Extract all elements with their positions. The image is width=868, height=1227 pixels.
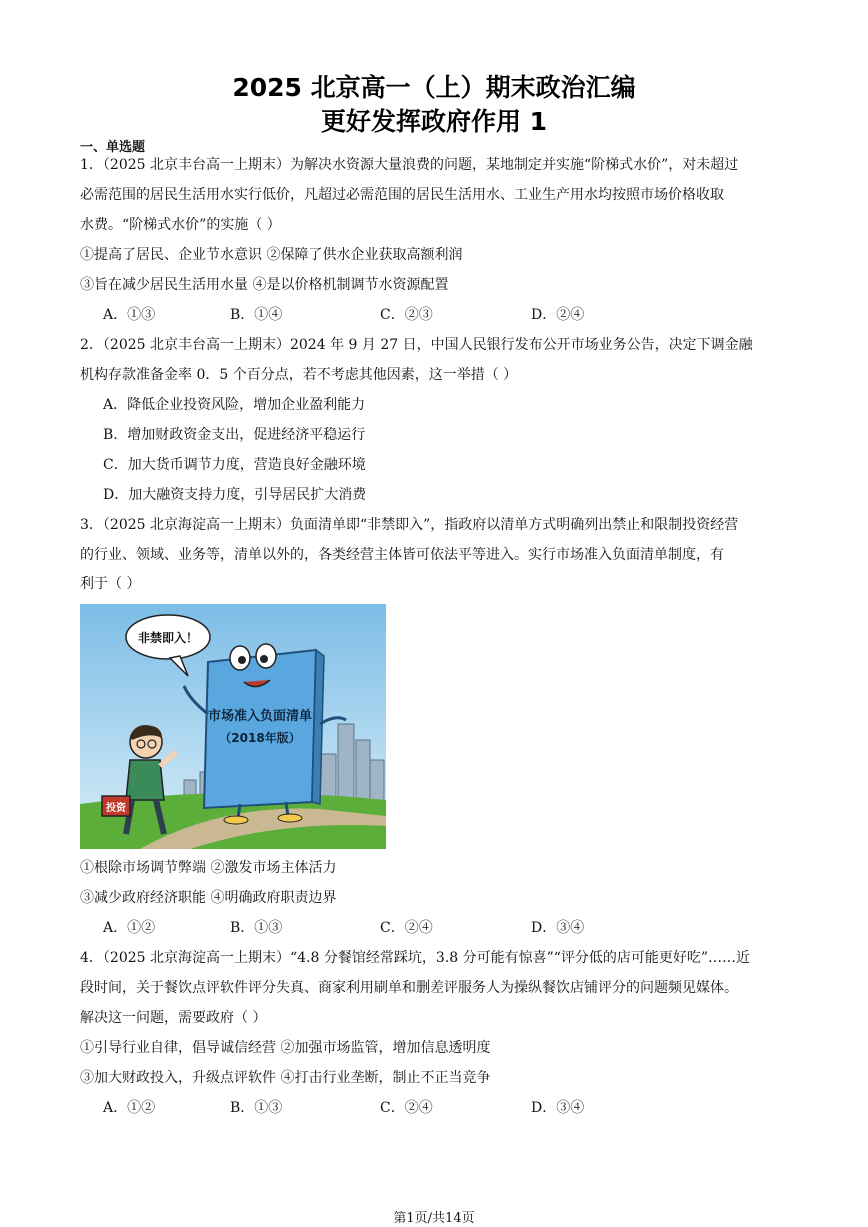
question-stem-line: 4．（2025 北京海淀高一上期末）“4.8 分餐馆经常踩坑，3.8 分可能有惊喜”“评分低的店可能更好吃”……近 [80,950,751,966]
option-a[interactable]: A．①② [103,920,156,936]
option-a[interactable]: A．降低企业投资风险，增加企业盈利能力 [103,397,366,413]
option-c[interactable]: C．②③ [380,307,433,323]
statement-line: ①提高了居民、企业节水意识 ②保障了供水企业获取高额利润 [80,247,463,263]
document-title: 2025 北京高一（上）期末政治汇编 [232,73,636,102]
option-b[interactable]: B．增加财政资金支出，促进经济平稳运行 [103,427,366,443]
statement-line: ①引导行业自律，倡导诚信经营 ②加强市场监管，增加信息透明度 [80,1040,491,1056]
option-a[interactable]: A．①③ [103,307,156,323]
statement-line: ①根除市场调节弊端 ②激发市场主体活力 [80,860,337,876]
negative-list-cartoon [80,604,386,849]
speech-bubble-text: 非禁即入！ [137,631,199,645]
option-c[interactable]: C．②④ [380,1100,433,1116]
board-year-text: （2018年版） [219,731,301,745]
statement-line: ③旨在减少居民生活用水量 ④是以价格机制调节水资源配置 [80,277,449,293]
option-b[interactable]: B．①④ [230,307,283,323]
option-b[interactable]: B．①③ [230,1100,283,1116]
option-d[interactable]: D．③④ [531,920,585,936]
question-stem-line: 的行业、领域、业务等，清单以外的，各类经营主体皆可依法平等进入。实行市场准入负面清单制度，有 [80,547,724,563]
briefcase-text: 投资 [106,803,126,814]
board-title-text: 市场准入负面清单 [207,709,313,724]
section-heading: 一、单选题 [80,140,146,155]
option-d[interactable]: D．③④ [531,1100,585,1116]
option-c[interactable]: C．加大货币调节力度，营造良好金融环境 [103,457,366,473]
option-c[interactable]: C．②④ [380,920,433,936]
question-stem-line: 利于（ ） [80,576,141,592]
question-stem-line: 水费。“阶梯式水价”的实施（ ） [80,217,281,233]
document-subtitle: 更好发挥政府作用 1 [320,107,548,136]
question-stem-line: 段时间，关于餐饮点评软件评分失真、商家利用刷单和删差评服务人为操纵餐饮店铺评分的问题频见媒体。 [80,980,738,996]
question-stem-line: 必需范围的居民生活用水实行低价，凡超过必需范围的居民生活用水、工业生产用水均按照市场价格收取 [80,187,724,203]
option-a[interactable]: A．①② [103,1100,156,1116]
question-stem-line: 机构存款准备金率 0．5 个百分点，若不考虑其他因素，这一举措（ ） [80,367,518,383]
page-number: 第1页/共14页 [393,1211,475,1226]
option-b[interactable]: B．①③ [230,920,283,936]
statement-line: ③减少政府经济职能 ④明确政府职责边界 [80,890,337,906]
question-stem-line: 解决这一问题，需要政府（ ） [80,1010,267,1026]
question-stem-line: 2．（2025 北京丰台高一上期末）2024 年 9 月 27 日，中国人民银行发布公开市场业务公告，决定下调金融 [80,337,753,353]
option-d[interactable]: D．②④ [531,307,585,323]
question-stem-line: 1．（2025 北京丰台高一上期末）为解决水资源大量浪费的问题，某地制定并实施“阶梯式水价”，对未超过 [80,157,739,173]
option-d[interactable]: D．加大融资支持力度，引导居民扩大消费 [103,487,367,503]
question-stem-line: 3．（2025 北京海淀高一上期末）负面清单即“非禁即入”，指政府以清单方式明确列出禁止和限制投资经营 [80,517,739,533]
statement-line: ③加大财政投入，升级点评软件 ④打击行业垄断，制止不正当竞争 [80,1070,491,1086]
